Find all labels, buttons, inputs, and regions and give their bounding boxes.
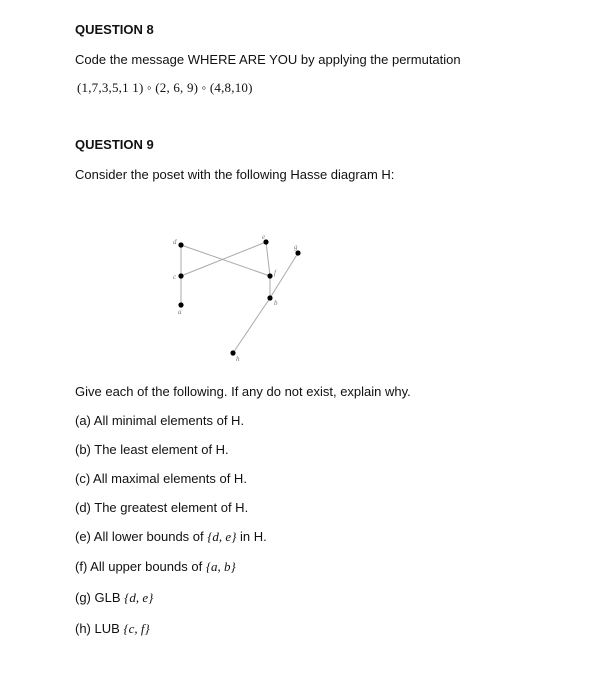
label-b: b <box>274 299 278 307</box>
label-d: d <box>173 238 177 246</box>
label-h: h <box>236 355 240 363</box>
edge-c-e <box>181 242 266 276</box>
node-h <box>230 350 235 355</box>
label-a: a <box>178 308 182 316</box>
question-9-intro: Consider the poset with the following Hasse diagram H: <box>75 167 395 182</box>
part-h-math: {c, f} <box>123 621 150 636</box>
part-f-math: {a, b} <box>205 559 236 574</box>
part-e-math: {d, e} <box>207 529 237 544</box>
part-f: (f) All upper bounds of {a, b} <box>75 559 236 574</box>
edge-d-f <box>181 245 270 276</box>
part-a: (a) All minimal elements of H. <box>75 413 245 428</box>
part-g: (g) GLB {d, e} <box>75 590 154 605</box>
part-b: (b) The least element of H. <box>75 442 229 457</box>
edge-f-e <box>266 242 270 276</box>
question-8-instruction: Code the message WHERE ARE YOU by applying the permutation <box>75 52 461 67</box>
question-8-heading: QUESTION 8 <box>75 22 154 37</box>
label-e: e <box>262 233 266 241</box>
node-f <box>267 273 272 278</box>
part-h: (h) LUB {c, f} <box>75 621 150 636</box>
question-9-heading: QUESTION 9 <box>75 137 154 152</box>
label-c: c <box>173 273 177 281</box>
question-9-prompt: Give each of the following. If any do not exist, explain why. <box>75 384 411 399</box>
part-d: (d) The greatest element of H. <box>75 500 249 515</box>
part-c: (c) All maximal elements of H. <box>75 471 247 486</box>
label-g: g <box>294 243 298 251</box>
node-c <box>178 273 183 278</box>
node-b <box>267 295 272 300</box>
label-f: f <box>274 269 276 277</box>
permutation-expression: (1,7,3,5,1 1) ◦ (2, 6, 9) ◦ (4,8,10) <box>77 80 253 95</box>
edge-h-b <box>233 298 270 353</box>
node-a <box>178 302 183 307</box>
node-g <box>295 250 300 255</box>
part-g-math: {d, e} <box>124 590 154 605</box>
node-d <box>178 242 183 247</box>
part-e: (e) All lower bounds of {d, e} in H. <box>75 529 267 544</box>
